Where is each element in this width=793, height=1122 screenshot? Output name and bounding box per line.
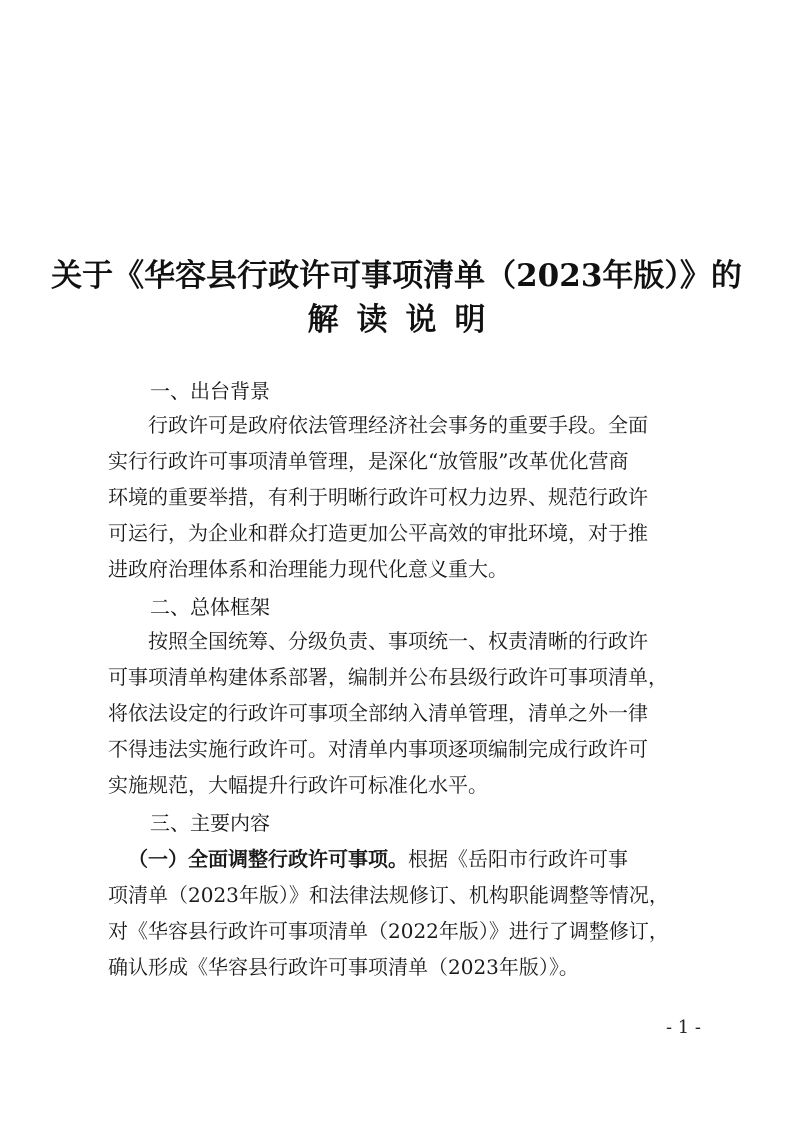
page-number: - 1 - [665,1017,701,1038]
paragraph-line: 不得违法实施行政许可。对清单内事项逐项编制完成行政许可 [108,737,648,761]
document-title-line-2: 解读说明 [307,302,504,338]
document-title-line-1: 关于《华容县行政许可事项清单（2023年版）》的 [51,258,742,294]
paragraph-line: 可运行，为企业和群众打造更加公平高效的审批环境，对于推 [108,521,648,545]
paragraph-line: 确认形成《华容县行政许可事项清单（2023年版）》。 [108,955,579,979]
paragraph-line: 实施规范，大幅提升行政许可标准化水平。 [108,773,488,797]
section-heading-background: 一、出台背景 [150,379,270,403]
paragraph-line: 进政府治理体系和治理能力现代化意义重大。 [108,557,508,581]
item-text: 根据《岳阳市行政许可事 [408,847,628,871]
section-heading-framework: 二、总体框架 [150,595,270,619]
paragraph-line: 将依法设定的行政许可事项全部纳入清单管理，清单之外一律 [108,701,648,725]
paragraph-line: 环境的重要举措，有利于明晰行政许可权力边界、规范行政许 [108,485,648,509]
item-label: （一）全面调整行政许可事项。 [128,847,408,871]
section-heading-content: 三、主要内容 [150,811,270,835]
paragraph-line: 项清单（2023年版）》和法律法规修订、机构职能调整等情况， [108,883,669,907]
paragraph-line: 可事项清单构建体系部署，编制并公布县级行政许可事项清单， [108,665,668,689]
paragraph-line [128,845,628,873]
paragraph-line: 按照全国统筹、分级负责、事项统一、权责清晰的行政许 [148,629,648,653]
paragraph-line: 对《华容县行政许可事项清单（2022年版）》进行了调整修订， [108,919,669,943]
paragraph-line: 实行行政许可事项清单管理，是深化“放管服”改革优化营商 [108,449,629,473]
paragraph-line: 行政许可是政府依法管理经济社会事务的重要手段。全面 [148,413,648,437]
